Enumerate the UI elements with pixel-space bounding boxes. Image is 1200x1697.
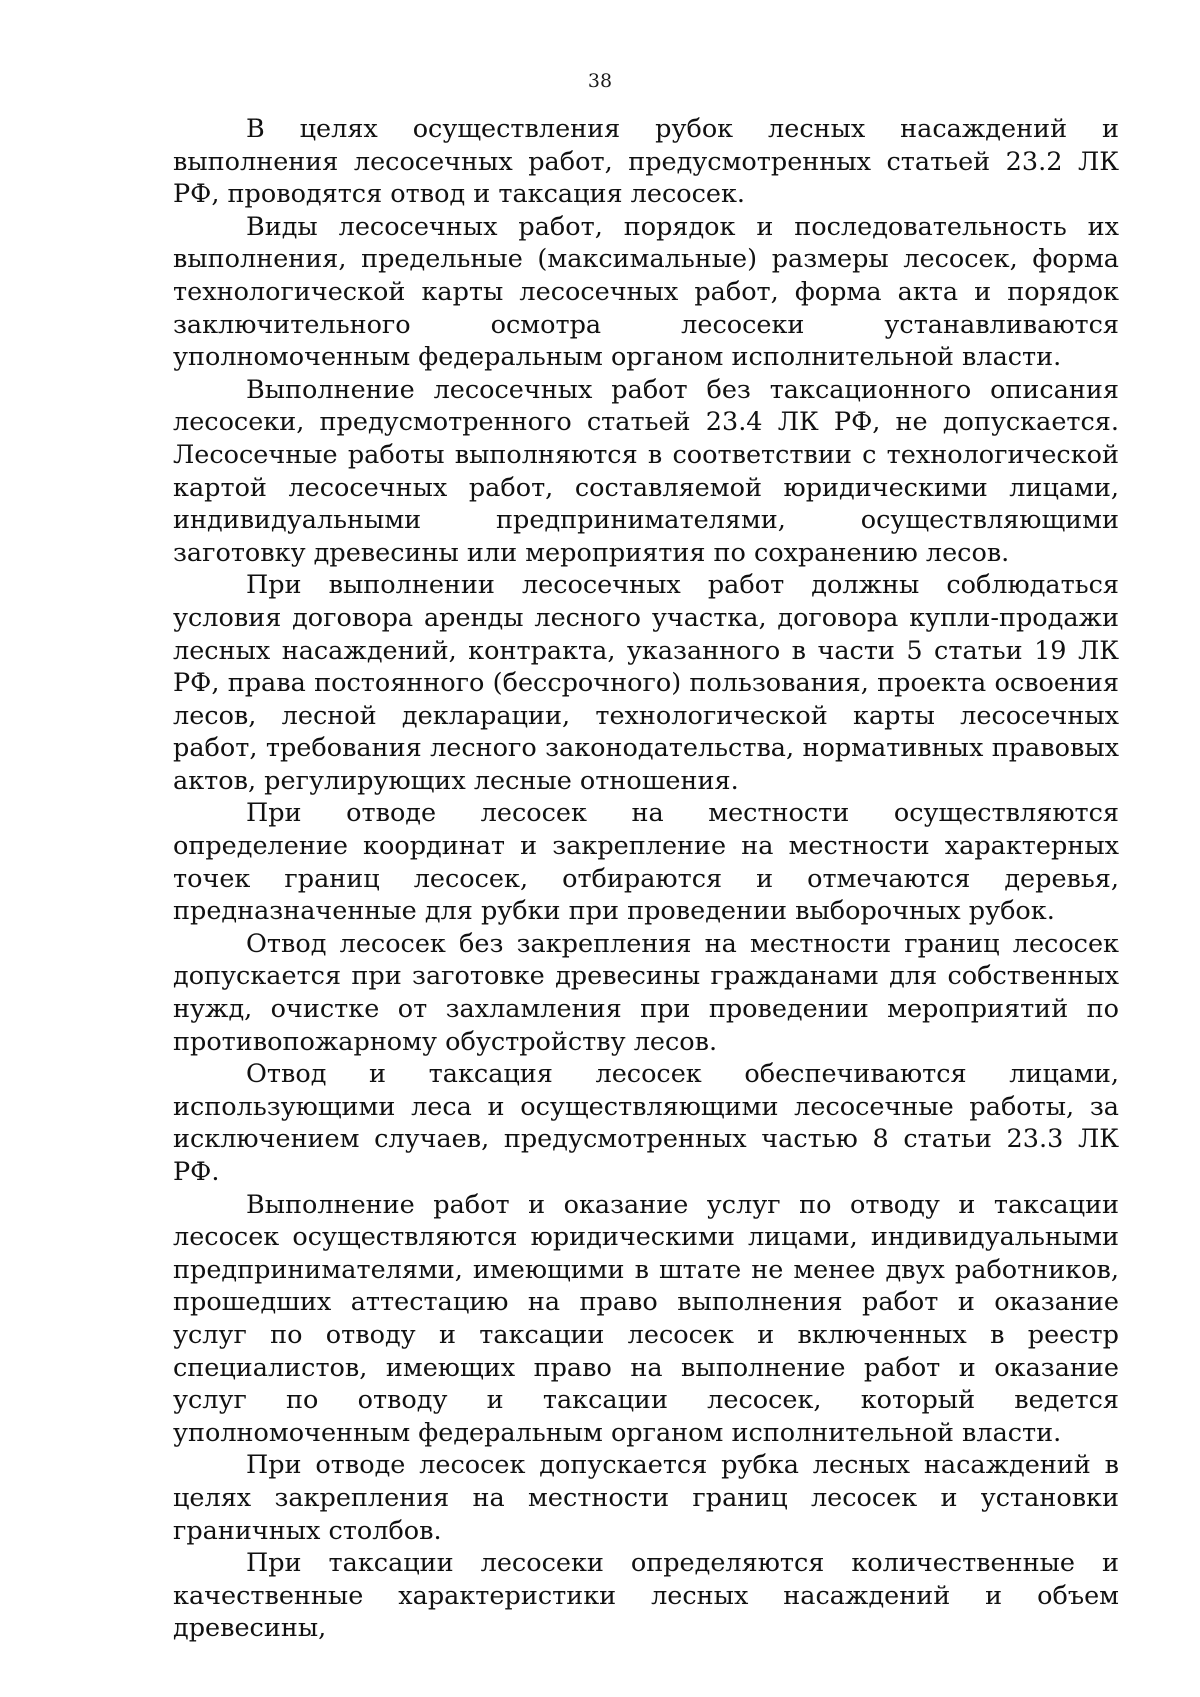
paragraph: При отводе лесосек допускается рубка лесных насаждений в целях закрепления на местности границ лесосек и установки граничных столбов. [173, 1450, 1119, 1546]
paragraph: Выполнение работ и оказание услуг по отводу и таксации лесосек осуществляются юридическими лицами, индивидуальными предпринимателями, имеющими в штате не менее двух работников, прошедших аттестацию на право выполнения работ и оказание услуг по отводу и таксации лесосек и включенных в реестр специалистов, имеющих право на выполнение работ и оказание услуг по отводу и таксации лесосек, который ведется уполномоченным федеральным органом исполнительной власти. [173, 1189, 1119, 1448]
paragraph: Отвод лесосек без закрепления на местности границ лесосек допускается при заготовке древесины гражданами для собственных нужд, очистке от захламления при проведении мероприятий по противопожарному обустройству лесов. [173, 928, 1119, 1057]
page-number: 38 [587, 70, 613, 92]
paragraph: Выполнение лесосечных работ без таксационного описания лесосеки, предусмотренного статьей 23.4 ЛК РФ, не допускается. Лесосечные работы выполняются в соответствии с технологической картой лесосечных работ, составляемой юридическими лицами, индивидуальными предпринимателями, осуществляющими заготовку древесины или мероприятия по сохранению лесов. [173, 374, 1119, 568]
paragraph: Отвод и таксация лесосек обеспечиваются лицами, использующими леса и осуществляющими лесосечные работы, за исключением случаев, предусмотренных частью 8 статьи 23.3 ЛК РФ. [173, 1059, 1119, 1187]
paragraph: При таксации лесосеки определяются количественные и качественные характеристики лесных насаждений и объем древесины, [173, 1548, 1119, 1644]
paragraph: В целях осуществления рубок лесных насаждений и выполнения лесосечных работ, предусмотренных статьей 23.2 ЛК РФ, проводятся отвод и таксация лесосек. [173, 114, 1119, 210]
paragraph: При выполнении лесосечных работ должны соблюдаться условия договора аренды лесного участка, договора купли-продажи лесных насаждений, контракта, указанного в части 5 статьи 19 ЛК РФ, права постоянного (бессрочного) пользования, проекта освоения лесов, лесной декларации, технологической карты лесосечных работ, требования лесного законодательства, нормативных правовых актов, регулирующих лесные отношения. [173, 570, 1119, 796]
paragraph: Виды лесосечных работ, порядок и последовательность их выполнения, предельные (максимальные) размеры лесосек, форма технологической карты лесосечных работ, форма акта и порядок заключительного осмотра лесосеки устанавливаются уполномоченным федеральным органом исполнительной власти. [173, 211, 1119, 373]
paragraph: При отводе лесосек на местности осуществляются определение координат и закрепление на местности характерных точек границ лесосек, отбираются и отмечаются деревья, предназначенные для рубки при проведении выборочных рубок. [173, 798, 1119, 927]
document-body [173, 113, 1119, 1645]
